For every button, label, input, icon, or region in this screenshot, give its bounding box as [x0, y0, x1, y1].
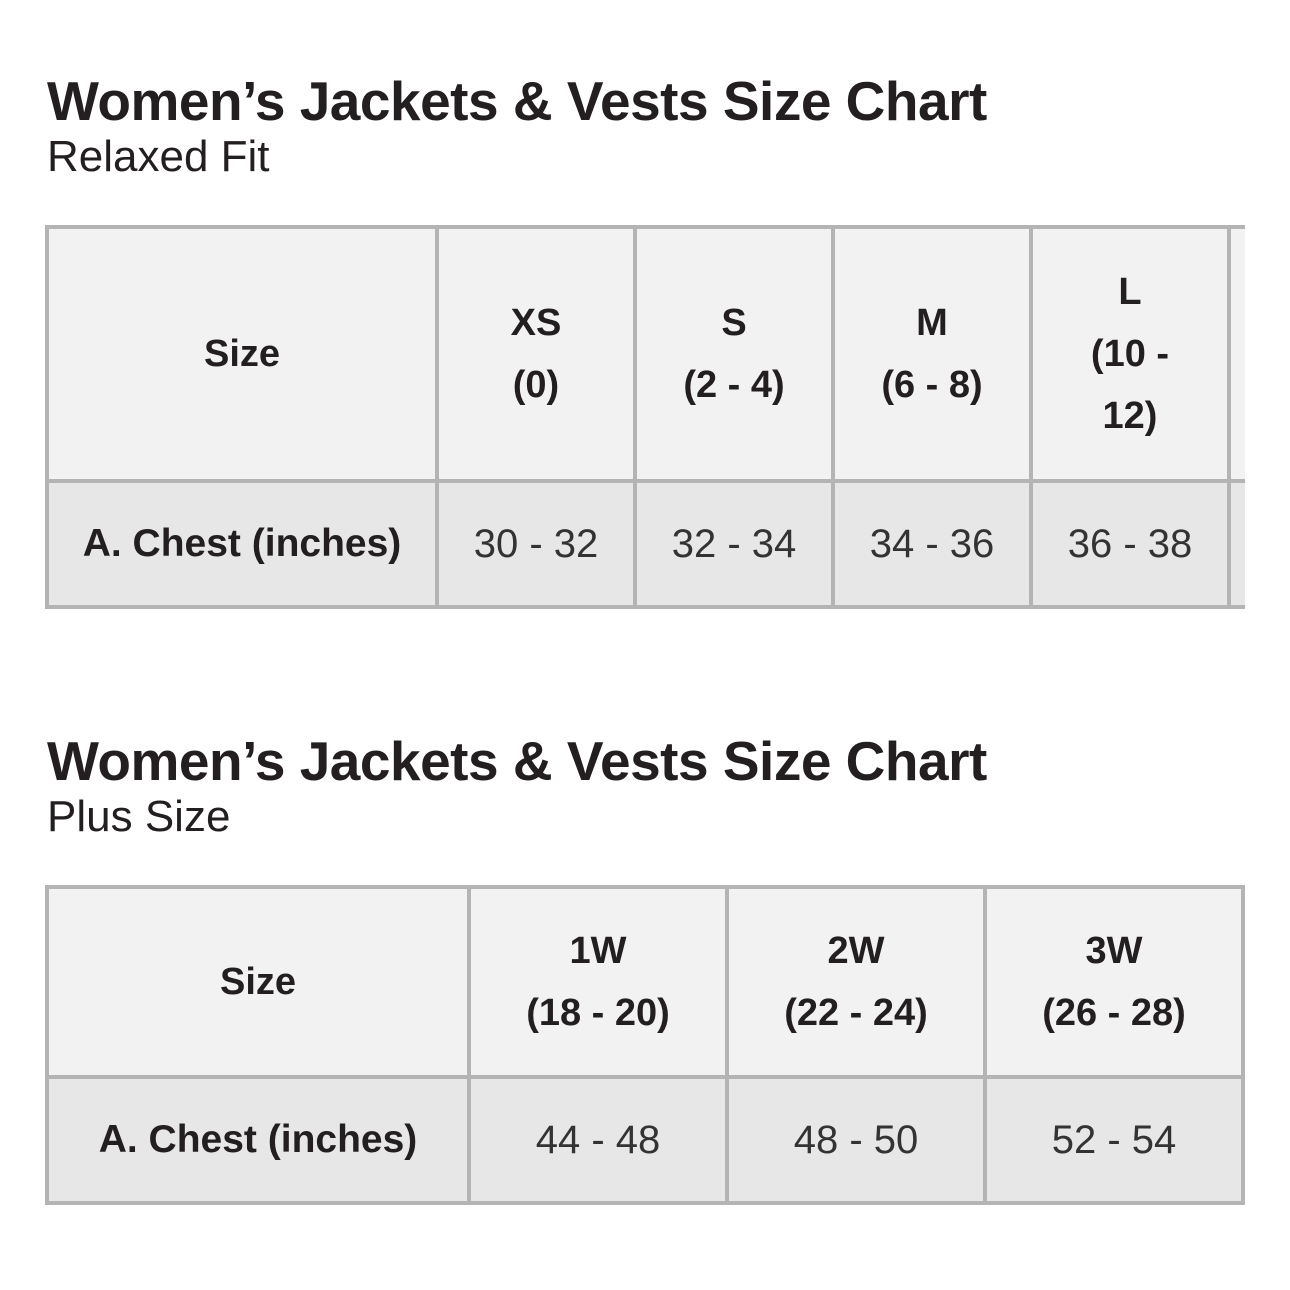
table-header-row: [47, 227, 1245, 481]
plus-size-table: [45, 885, 1245, 1205]
size-column-header: [437, 227, 635, 481]
chest-value: 44 - 48: [469, 1077, 727, 1203]
chest-value: 34 - 36: [833, 481, 1031, 607]
relaxed-fit-size-table: [45, 225, 1245, 609]
size-letter: M: [916, 302, 948, 344]
table-header-row: [47, 887, 1243, 1077]
chest-row-label: A. Chest (inches): [47, 481, 437, 607]
plus-size-heading: [47, 730, 987, 842]
clipped-column-cell: [1229, 227, 1245, 481]
size-column-header: [635, 227, 833, 481]
size-letter: 2W: [827, 930, 885, 972]
size-letter: S: [721, 302, 747, 344]
clipped-column-cell: [1229, 481, 1245, 607]
size-column-header: [1031, 227, 1229, 481]
size-letter: 1W: [569, 930, 627, 972]
chest-value: 48 - 50: [727, 1077, 985, 1203]
size-numeric: 12): [1102, 395, 1158, 437]
chest-row-label: A. Chest (inches): [47, 1077, 469, 1203]
size-numeric: (2 - 4): [683, 364, 785, 406]
size-header-cell: Size: [47, 887, 469, 1077]
size-numeric: (10 -: [1090, 333, 1170, 375]
chest-value: 32 - 34: [635, 481, 833, 607]
page-title: Women’s Jackets & Vests Size Chart: [47, 70, 987, 132]
fit-subtitle: Plus Size: [47, 792, 231, 841]
size-numeric: (26 - 28): [1042, 992, 1186, 1034]
size-letter: L: [1118, 271, 1142, 313]
size-numeric: (22 - 24): [784, 992, 928, 1034]
size-numeric: (18 - 20): [526, 992, 670, 1034]
chest-value: 30 - 32: [437, 481, 635, 607]
size-column-header: [727, 887, 985, 1077]
fit-subtitle: Relaxed Fit: [47, 132, 270, 181]
table-row: [47, 481, 1245, 607]
chest-value: 36 - 38: [1031, 481, 1229, 607]
size-numeric: (6 - 8): [881, 364, 983, 406]
size-numeric: (0): [512, 364, 560, 406]
chest-value: 52 - 54: [985, 1077, 1243, 1203]
relaxed-fit-table-container: [45, 225, 1245, 617]
size-letter: 3W: [1085, 930, 1143, 972]
size-column-header: [469, 887, 727, 1077]
size-letter: XS: [510, 302, 562, 344]
size-column-header: [985, 887, 1243, 1077]
size-column-header: [833, 227, 1031, 481]
size-header-cell: Size: [47, 227, 437, 481]
page-title: Women’s Jackets & Vests Size Chart: [47, 730, 987, 792]
table-row: [47, 1077, 1243, 1203]
relaxed-fit-heading: [47, 70, 987, 182]
